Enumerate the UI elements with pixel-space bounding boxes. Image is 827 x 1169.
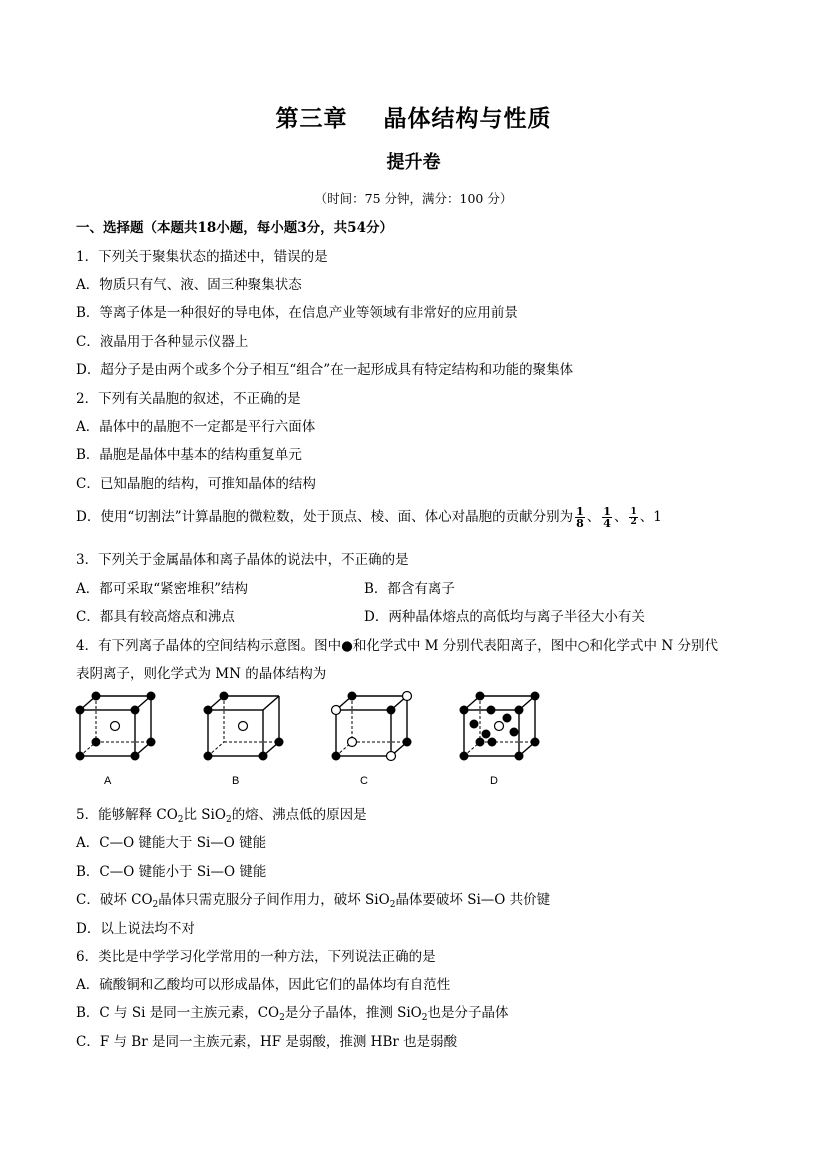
q6-option-c: C．F 与 Br 是同一主族元素，HF 是弱酸，推测 HBr 也是弱酸 xyxy=(76,1034,458,1050)
q2-stem: 2．下列有关晶胞的叙述，不正确的是 xyxy=(76,391,301,407)
q2-option-b: B．晶胞是晶体中基本的结构重复单元 xyxy=(76,447,302,463)
q2-option-c: C．已知晶胞的结构，可推知晶体的结构 xyxy=(76,476,316,492)
q3-stem: 3．下列关于金属晶体和离子晶体的说法中，不正确的是 xyxy=(76,552,409,568)
exam-meta: （时间：75 分钟，满分：100 分） xyxy=(314,191,513,206)
crystal-structure-figure xyxy=(60,680,580,790)
q5-option-d: D．以上说法均不对 xyxy=(76,921,195,937)
cube-a xyxy=(76,692,156,761)
q5-option-a: A．C—O 键能大于 Si—O 键能 xyxy=(76,835,267,851)
q3-option-a: A．都可采取“紧密堆积”结构 xyxy=(76,581,249,597)
q1-option-b: B．等离子体是一种很好的导电体，在信息产业等领域有非常好的应用前景 xyxy=(76,305,518,321)
figure-label-d: D xyxy=(490,775,498,787)
exam-subtitle: 提升卷 xyxy=(386,152,441,173)
fraction-1-4: $\frac{1}{4}$ xyxy=(603,505,611,530)
q5-stem: 5．能够解释 $CO_2$比 SiO$_2$的熔、沸点低的原因是 xyxy=(76,807,367,825)
figure-label-a: A xyxy=(104,775,112,787)
q2-option-a: A．晶体中的晶胞不一定都是平行六面体 xyxy=(76,419,316,435)
q1-option-c: C．液晶用于各种显示仪器上 xyxy=(76,334,249,350)
q6-option-a: A．硫酸铜和乙酸均可以形成晶体，因此它们的晶体均有自范性 xyxy=(76,977,451,993)
cube-d xyxy=(460,692,540,761)
q6-stem: 6．类比是中学学习化学常用的一种方法，下列说法正确的是 xyxy=(76,949,436,965)
cube-c xyxy=(332,692,412,761)
q5-option-c: C．破坏 $CO_2$晶体只需克服分子间作用力，破坏 SiO$_2$晶体要破坏 Si—O 共价键 xyxy=(76,892,551,910)
figure-label-b: B xyxy=(232,775,240,787)
cube-b xyxy=(204,692,284,761)
chapter-title: 第三章 晶体结构与性质 xyxy=(275,105,552,132)
q1-option-a: A．物质只有气、液、固三种聚集状态 xyxy=(76,277,302,293)
q4-stem-line2: 表阴离子，则化学式为 MN 的晶体结构为 xyxy=(76,666,327,682)
q2-option-d: D．使用“切割法”计算晶胞的微粒数，处于顶点、棱、面、体心对晶胞的贡献分别为 $\frac{1}{8}$ 、 $\frac{1}{4}$ 、 $\frac{1}{2}$ 、1 xyxy=(76,505,662,530)
q5-option-b: B．C—O 键能小于 Si—O 键能 xyxy=(76,864,267,880)
q2-option-d-text: D．使用“切割法”计算晶胞的微粒数，处于顶点、棱、面、体心对晶胞的贡献分别为 xyxy=(76,509,574,525)
figure-label-c: C xyxy=(360,775,368,787)
q3-option-d: D．两种晶体熔点的高低均与离子半径大小有关 xyxy=(364,609,645,625)
fraction-1-8: $\frac{1}{8}$ xyxy=(576,505,584,530)
q4-stem-line1: 4．有下列离子晶体的空间结构示意图。图中●和化学式中 M 分别代表阳离子，图中○和化学式中 N 分别代 xyxy=(76,638,718,654)
q6-option-b: B．C 与 Si 是同一主族元素，$CO_2$是分子晶体，推测 SiO$_2$也是分子晶体 xyxy=(76,1005,509,1023)
section-heading: 一、选择题（本题共18小题，每小题3分，共54分） xyxy=(76,220,393,236)
q3-options-row1 xyxy=(76,577,248,597)
q3-option-b: B．都含有离子 xyxy=(364,581,455,597)
q1-option-d: D．超分子是由两个或多个分子相互“组合”在一起形成具有特定结构和功能的聚集体 xyxy=(76,362,574,378)
q1-stem: 1．下列关于聚集状态的描述中，错误的是 xyxy=(76,249,328,265)
q2-option-d-tail: 、1 xyxy=(639,509,662,525)
fraction-1-2: $\frac{1}{2}$ xyxy=(630,507,637,527)
q3-option-c: C．都具有较高熔点和沸点 xyxy=(76,609,235,625)
